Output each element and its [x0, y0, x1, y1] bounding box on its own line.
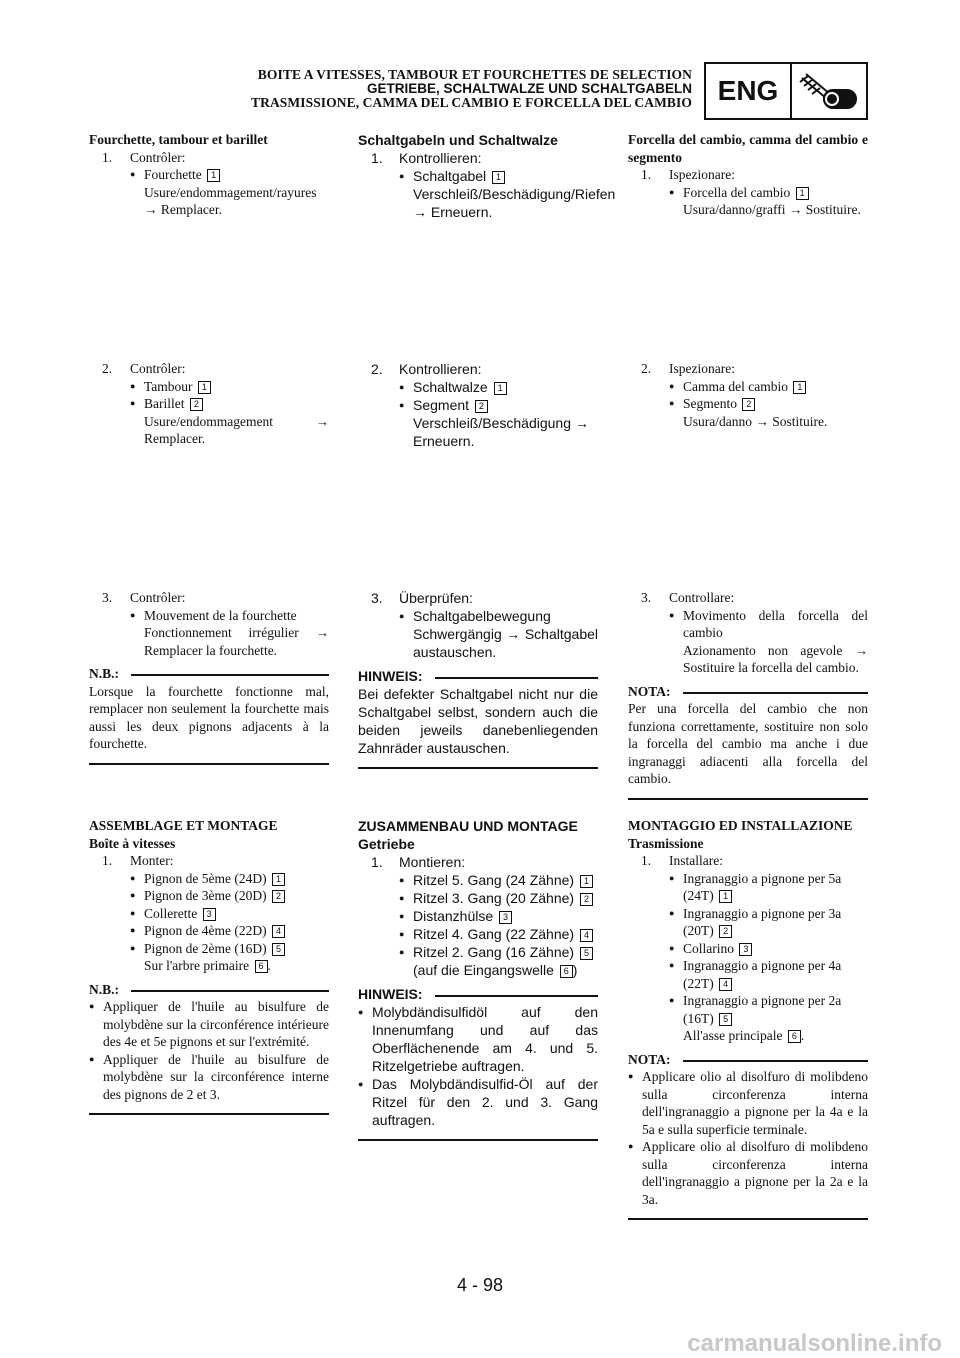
fr-section-4	[89, 817, 329, 1115]
de-section-2	[358, 360, 598, 450]
fr-note1-text: Lorsque la fourchette fonctionne mal, remplacer non seulement la fourchette mais aussi les deux pignons adjacents à la fourchette.	[89, 683, 329, 751]
it-note2-head: NOTA:	[628, 1051, 868, 1069]
fr-section-1	[89, 131, 329, 219]
de-section-1	[358, 131, 616, 221]
eng-label: ENG	[706, 64, 792, 118]
fr-s4-item: ● Pignon de 4ème (22D) 4	[89, 922, 329, 940]
fr-s4-item: ● Pignon de 2ème (16D) 5	[89, 940, 329, 958]
header-title-de: GETRIEBE, SCHALTWALZE UND SCHALTGABELN	[367, 81, 692, 96]
it-s2-bullet-1: ● Camma del cambio 1	[628, 378, 868, 396]
de-s2-bullet-2: ● Segment 2	[358, 396, 598, 414]
de-s2-bullet-1: ● Schaltwalze 1	[358, 378, 598, 396]
it-s1-bullet: ● Forcella del cambio 1	[628, 184, 868, 202]
it-s2-bullet-2: ● Segmento 2	[628, 395, 868, 413]
it-s4-item: ● Collarino 3	[628, 940, 868, 958]
it-s2-step: 2. Ispezionare:	[641, 361, 735, 376]
header-titles	[251, 68, 692, 110]
fr-s4-step: 1. Monter:	[102, 853, 174, 868]
de-s2-step: 2. Kontrollieren:	[371, 361, 482, 377]
it-s4-item: ● Ingranaggio a pignone per 3a (20T) 2	[628, 905, 868, 940]
fr-s1-sub: Usure/endommagement/rayures → Remplacer.	[144, 184, 317, 217]
de-s1-bullet: ● Schaltgabel 1	[358, 167, 598, 185]
fr-s1-title: Fourchette, tambour et barillet	[89, 132, 268, 147]
page-number: 4 - 98	[456, 1275, 504, 1295]
fr-s4-item: ● Collerette 3	[89, 905, 329, 923]
it-section-1	[628, 131, 868, 219]
it-s1-step: 1. Ispezionare:	[641, 167, 735, 182]
de-s4-item: ● Ritzel 2. Gang (16 Zähne) 5	[358, 943, 598, 961]
it-section-4	[628, 817, 868, 1220]
de-s4-item: ● Distanzhülse 3	[358, 907, 598, 925]
it-s3-sub: Azionamento non agevole → Sostituire la forcella del cambio.	[683, 642, 868, 675]
fr-s4-item: ● Pignon de 5ème (24D) 1	[89, 870, 329, 888]
fr-note1-head: N.B.:	[89, 665, 329, 683]
de-note2-end-rule	[358, 1139, 598, 1141]
de-s4-subtitle: Getriebe	[358, 836, 415, 852]
it-note2-bullet-1: ● Applicare olio al disolfuro di molibdeno sulla circonferenza interna dell'ingranaggio a pignone per la 4a e la 5a e sulla superficie terminale.	[628, 1068, 868, 1138]
it-note2-end-rule	[628, 1218, 868, 1220]
de-note1-end-rule	[358, 767, 598, 769]
de-s4-item: ● Ritzel 5. Gang (24 Zähne) 1	[358, 871, 598, 889]
eng-badge	[704, 62, 868, 120]
de-s4-sub: (auf die Eingangswelle 6 )	[413, 962, 578, 978]
fr-section-3	[89, 589, 329, 765]
it-s4-sub: All'asse principale 6 .	[683, 1028, 805, 1043]
fr-s2-bullet-2: ● Barillet 2	[89, 395, 329, 413]
fr-s3-bullet: ● Mouvement de la fourchette	[89, 607, 329, 625]
de-s3-bullet: ● Schaltgabelbewegung	[358, 607, 598, 625]
fr-s1-step: 1. Contrôler:	[102, 149, 186, 165]
header-title-fr: BOITE A VITESSES, TAMBOUR ET FOURCHETTES DE SELECTION	[257, 67, 692, 82]
de-s1-step: 1. Kontrollieren:	[371, 150, 482, 166]
de-note2-bullet-1: ● Molybdändisulfidöl auf den Innenumfang und auf das Oberflächenende am 4. und 5. Ritzelgetriebe auftragen.	[358, 1003, 598, 1075]
it-s4-item: ● Ingranaggio a pignone per 5a (24T) 1	[628, 870, 868, 905]
it-s4-subtitle: Trasmissione	[628, 835, 704, 851]
it-note1-end-rule	[628, 798, 868, 800]
it-s4-item: ● Ingranaggio a pignone per 2a (16T) 5	[628, 992, 868, 1027]
fr-s1-bullet: ● Fourchette 1	[89, 166, 329, 184]
de-s1-sub: Verschleiß/Beschädigung/Riefen → Erneuern.	[413, 186, 616, 220]
de-s1-title: Schaltgabeln und Schaltwalze	[358, 132, 558, 148]
it-s3-bullet: ● Movimento della forcella del cambio	[628, 607, 868, 642]
it-s3-step: 3. Controllare:	[641, 590, 735, 605]
de-section-3	[358, 589, 598, 769]
de-s4-item: ● Ritzel 4. Gang (22 Zähne) 4	[358, 925, 598, 943]
it-s4-title: MONTAGGIO ED INSTALLAZIONE	[628, 818, 853, 833]
fr-s4-subtitle: Boîte à vitesses	[89, 835, 176, 851]
it-note1-text: Per una forcella del cambio che non funziona correttamente, sostituire non solo la forcella del cambio ma anche i due ingranaggi adiacenti alla forcella del cambio.	[628, 701, 868, 786]
it-s1-title: Forcella del cambio, camma del cambio e segmento	[628, 132, 868, 165]
de-note2-bullet-2: ● Das Molybdändisulfid-Öl auf der Ritzel für den 2. und 3. Gang auftragen.	[358, 1075, 598, 1129]
it-s4-item: ● Ingranaggio a pignone per 4a (22T) 4	[628, 957, 868, 992]
de-s2-sub: Verschleiß/Beschädigung → Erneuern.	[413, 415, 589, 449]
de-note1-head: HINWEIS:	[358, 667, 598, 685]
fr-s4-item: ● Pignon de 3ème (20D) 2	[89, 887, 329, 905]
fr-s2-sub: Usure/endommagement → Remplacer.	[144, 413, 329, 446]
de-note1-text: Bei defekter Schaltgabel nicht nur die Schaltgabel selbst, sondern auch die beiden jeweils danebenliegenden Zahnräder austauschen.	[358, 686, 598, 756]
fr-s4-sub: Sur l'arbre primaire 6 .	[144, 958, 271, 973]
de-s4-item: ● Ritzel 3. Gang (20 Zähne) 2	[358, 889, 598, 907]
fr-s4-title: ASSEMBLAGE ET MONTAGE	[89, 818, 278, 833]
fr-s3-step: 3. Contrôler:	[102, 590, 186, 605]
de-s3-step: 3. Überprüfen:	[371, 590, 473, 606]
de-s4-title: ZUSAMMENBAU UND MONTAGE	[358, 818, 578, 834]
fr-s2-step: 2. Contrôler:	[102, 361, 186, 376]
fr-note2-bullet-1: ● Appliquer de l'huile au bisulfure de molybdène sur la circonférence intérieure des 4e et 5e pignons et sur l'extrémité.	[89, 998, 329, 1051]
it-note1-head: NOTA:	[628, 683, 868, 701]
fr-note1-end-rule	[89, 763, 329, 765]
it-s1-sub: Usura/danno/graffi → Sostituire.	[683, 202, 861, 217]
it-s4-step: 1. Installare:	[641, 853, 723, 868]
fr-note2-head: N.B.:	[89, 981, 329, 999]
de-s3-sub: Schwergängig → Schaltgabel austauschen.	[413, 626, 598, 660]
fr-note2-end-rule	[89, 1113, 329, 1115]
it-note2-bullet-2: ● Applicare olio al disolfuro di molibdeno sulla circonferenza interna dell'ingranaggio a pignone per la 2a e la 3a.	[628, 1138, 868, 1208]
it-section-3	[628, 589, 868, 800]
de-section-4	[358, 817, 598, 1141]
it-s2-sub: Usura/danno → Sostituire.	[683, 413, 828, 429]
fr-section-2	[89, 360, 329, 448]
header-title-it: TRASMISSIONE, CAMMA DEL CAMBIO E FORCELLA DEL CAMBIO	[250, 95, 692, 110]
fr-s2-bullet-1: ● Tambour 1	[89, 378, 329, 396]
bolt-wrench-icon	[792, 64, 866, 118]
de-s4-step: 1. Montieren:	[371, 854, 466, 870]
it-section-2	[628, 360, 868, 430]
watermark: carmanualsonline.info	[687, 1330, 942, 1357]
fr-note2-bullet-2: ● Appliquer de l'huile au bisulfure de molybdène sur la circonférence interne des pignons de 2 et 3.	[89, 1051, 329, 1104]
de-note2-head: HINWEIS:	[358, 985, 598, 1003]
fr-s3-sub: Fonctionnement irrégulier → Remplacer la fourchette.	[144, 625, 329, 658]
